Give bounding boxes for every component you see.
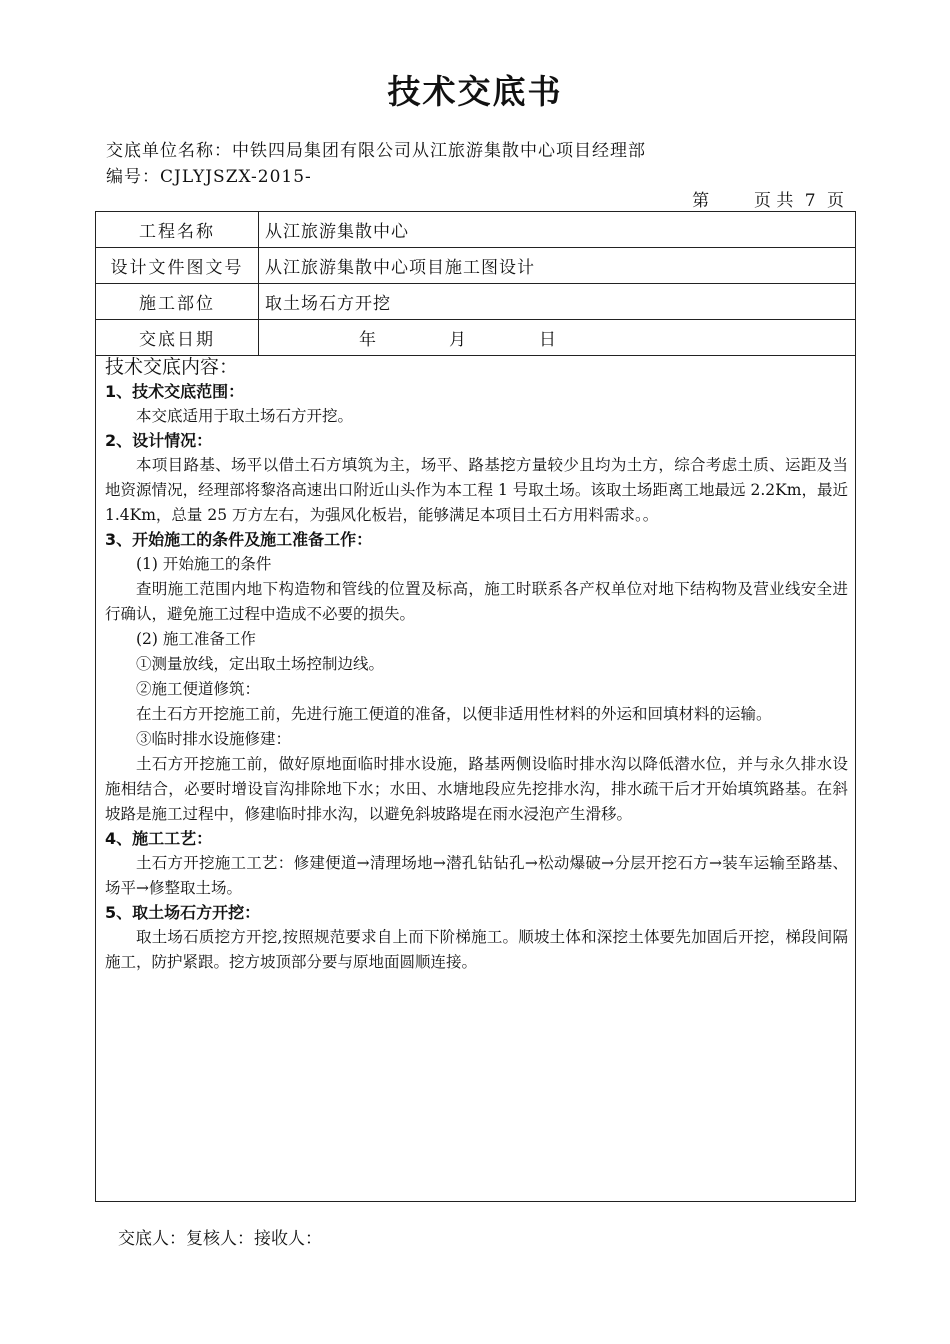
info-value: 取土场石方开挖 bbox=[259, 284, 856, 320]
list-item: ③临时排水设施修建： bbox=[136, 730, 292, 748]
paragraph: 本交底适用于取土场石方开挖。 bbox=[136, 407, 354, 425]
info-label: 施工部位 bbox=[96, 284, 259, 320]
section-title: 5、取土场石方开挖： bbox=[105, 903, 261, 922]
list-item: ②施工便道修筑： bbox=[136, 680, 261, 698]
info-row bbox=[96, 320, 856, 356]
paragraph: 土石方开挖施工工艺：修建便道→清理场地→潜孔钻钻孔→松动爆破→分层开挖石方→装车运输至路基、场平→修整取土场。 bbox=[105, 854, 848, 897]
info-table bbox=[95, 211, 856, 356]
section-title: 4、施工工艺： bbox=[105, 829, 213, 848]
sub-heading: (1) 开始施工的条件 bbox=[136, 555, 272, 573]
info-label: 交底日期 bbox=[96, 320, 259, 356]
section-title: 3、开始施工的条件及施工准备工作： bbox=[105, 530, 373, 549]
info-row bbox=[96, 212, 856, 248]
paragraph: 土石方开挖施工前，做好原地面临时排水设施，路基两侧设临时排水沟以降低潜水位，并与永久排水设施相结合，必要时增设盲沟排除地下水；水田、水塘地段应先挖排水沟，排水疏干后才开始填筑路基。在斜坡路是施工过程中，修建临时排水沟，以避免斜坡路堤在雨水浸泡产生滑移。 bbox=[105, 755, 848, 823]
unit-line: 交底单位名称：中铁四局集团有限公司从江旅游集散中心项目经理部 bbox=[106, 141, 646, 161]
page-ye: 页 bbox=[827, 191, 844, 211]
content-box bbox=[95, 354, 856, 1202]
section-title: 2、设计情况： bbox=[105, 431, 213, 450]
paragraph: 在土石方开挖施工前，先进行施工便道的准备，以便非适用性材料的外运和回填材料的运输。 bbox=[136, 705, 772, 723]
page-ye-gong: 页 共 bbox=[753, 191, 794, 211]
paragraph: 取土场石质挖方开挖,按照规范要求自上而下阶梯施工。顺坡土体和深挖土体要先加固后开挖，梯段间隔施工，防护紧跟。挖方坡顶部分要与原地面圆顺连接。 bbox=[105, 928, 848, 971]
paragraph: 查明施工范围内地下构造物和管线的位置及标高，施工时联系各产权单位对地下结构物及营业线安全进行确认，避免施工过程中造成不必要的损失。 bbox=[105, 580, 848, 623]
info-row bbox=[96, 284, 856, 320]
info-label: 工程名称 bbox=[96, 212, 259, 248]
info-row bbox=[96, 248, 856, 284]
info-label: 设计文件图文号 bbox=[96, 248, 259, 284]
paragraph: 本项目路基、场平以借土石方填筑为主，场平、路基挖方量较少且均为土方，综合考虑土质、运距及当地资源情况，经理部将黎洛高速出口附近山头作为本工程 1 号取土场。该取土场距离工地最远 2.2Km，最近 1.4Km，总量 25 万方左右，为强风化板岩，能够满足本项目土石方用料需求。。 bbox=[105, 456, 848, 524]
info-value: 从江旅游集散中心 bbox=[259, 212, 856, 248]
document-title: 技术交底书 bbox=[387, 72, 563, 111]
page-info bbox=[692, 186, 844, 211]
section-title: 1、技术交底范围： bbox=[105, 382, 245, 401]
code-line: 编号：CJLYJSZX-2015- bbox=[106, 167, 312, 187]
signature-line: 交底人：复核人：接收人： bbox=[118, 1229, 322, 1249]
list-item: ①测量放线，定出取土场控制边线。 bbox=[136, 655, 385, 673]
info-value: 从江旅游集散中心项目施工图设计 bbox=[259, 248, 856, 284]
page-di: 第 bbox=[692, 191, 710, 211]
page-total: 7 bbox=[804, 191, 816, 211]
info-value: 年 月 日 bbox=[259, 320, 856, 356]
content-heading: 技术交底内容： bbox=[105, 356, 239, 378]
sub-heading: (2) 施工准备工作 bbox=[136, 630, 256, 648]
